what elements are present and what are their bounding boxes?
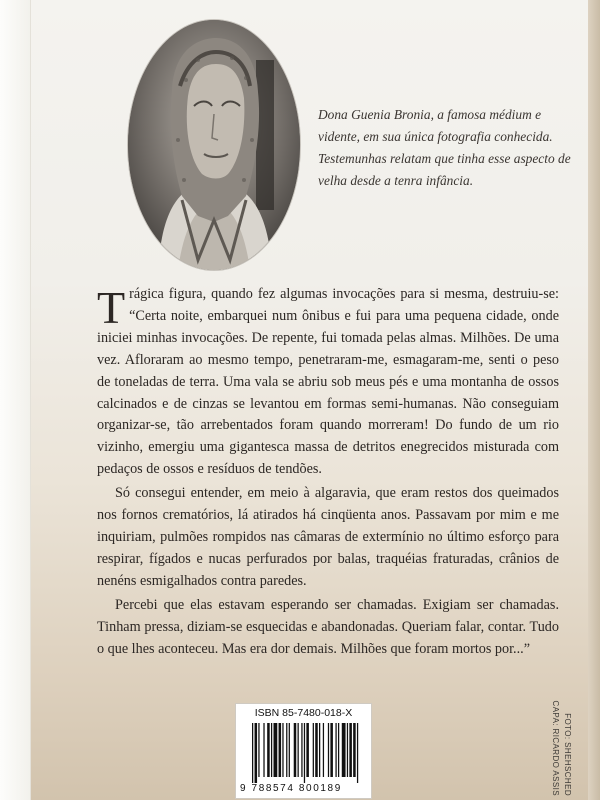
barcode-bar: [349, 723, 352, 777]
main-text: [97, 284, 559, 660]
barcode-digits: 9 788574 800189: [240, 783, 342, 794]
barcode-bar: [347, 723, 348, 777]
barcode-bar: [323, 723, 324, 777]
drop-cap: T: [97, 282, 126, 333]
barcode-bar: [319, 723, 320, 777]
barcode-bar: [353, 723, 356, 777]
barcode-icon: [252, 723, 362, 783]
portrait-photo-icon: [128, 20, 300, 270]
barcode-bar: [252, 723, 253, 783]
portrait-photo: [128, 20, 300, 270]
barcode-bar: [330, 723, 333, 777]
barcode-bar: [271, 723, 272, 777]
paragraph-1-text: rágica figura, quando fez algumas invocações para si mesma, destruiu-se: “Certa noite, embarquei num ônibus e fui para uma pequena cidade, onde iniciei minhas invocações. De repente, fui tomada pelas almas. Milhões. De uma vez. Afloraram ao mesmo tempo, penetraram-me, esmagaram-me, senti o peso de toneladas de terra. Uma vala se abriu sob meus pés e uma montanha de ossos calcinados e de cinzas se levantou em formas semi-humanas. Não conseguiam organizar-se, tão arrebentados foram quando morreram! Do fundo de um rio vizinho, emergiu uma gigantesca massa de detritos enegrecidos misturada com pedaços de ossos e resíduos de tendões.: [97, 286, 559, 478]
barcode-bar: [289, 723, 290, 777]
barcode-bar: [313, 723, 314, 777]
paragraph-2: Só consegui entender, em meio à algaravia, que eram restos dos queimados nos fornos crematórios, lá atirados há cinqüenta anos. Passavam por mim e me inquiriam, pulmões rompidos nas câmaras de extermínio no último esforço para respirar, fígados e nucas perfurados por balas, traquéias fraturadas, crânios de nenéns esmigalhados contra paredes.: [97, 485, 559, 589]
barcode-bar: [338, 723, 339, 777]
barcode-bar: [357, 723, 358, 783]
barcode-bar: [304, 723, 305, 783]
barcode-bar: [255, 723, 258, 783]
photo-caption: Dona Guenia Bronia, a famosa médium e vidente, em sua única fotografia conhecida. Testemunhas relatam que tinha esse aspecto de velha desde a tenra infância.: [318, 107, 571, 188]
barcode-bar: [342, 723, 346, 777]
barcode-bar: [258, 723, 259, 777]
page-left-edge: [0, 0, 31, 800]
barcode-bar: [286, 723, 287, 777]
barcode-bar: [294, 723, 297, 777]
page-right-edge: [588, 0, 600, 800]
barcode-bar: [301, 723, 302, 777]
barcode-panel: [235, 703, 372, 799]
credit-cover: CAPA: RICARDO ASSIS: [551, 700, 560, 796]
credit-photo: FOTO: SHEHSCHED: [563, 713, 572, 796]
barcode-bar: [335, 723, 336, 777]
barcode-bar: [267, 723, 270, 777]
barcode-bar: [273, 723, 277, 777]
cover-credits: [548, 678, 588, 796]
barcode-bar: [282, 723, 283, 777]
barcode-bar: [298, 723, 299, 777]
barcode-bar: [315, 723, 318, 777]
barcode-bar: [306, 723, 309, 777]
barcode-bar: [328, 723, 329, 777]
barcode-bar: [279, 723, 282, 777]
paragraph-3: Percebi que elas estavam esperando ser chamadas. Exigiam ser chamadas. Tinham pressa, diziam-se esquecidas e abandonadas. Queriam falar, contar. Tudo o que lhes aconteceu. Mas era dor demais. Milhões que foram mortos por...”: [97, 596, 559, 657]
barcode-bar: [263, 723, 264, 777]
paragraph-1: [97, 284, 559, 481]
isbn-label: ISBN 85-7480-018-X: [254, 707, 353, 719]
